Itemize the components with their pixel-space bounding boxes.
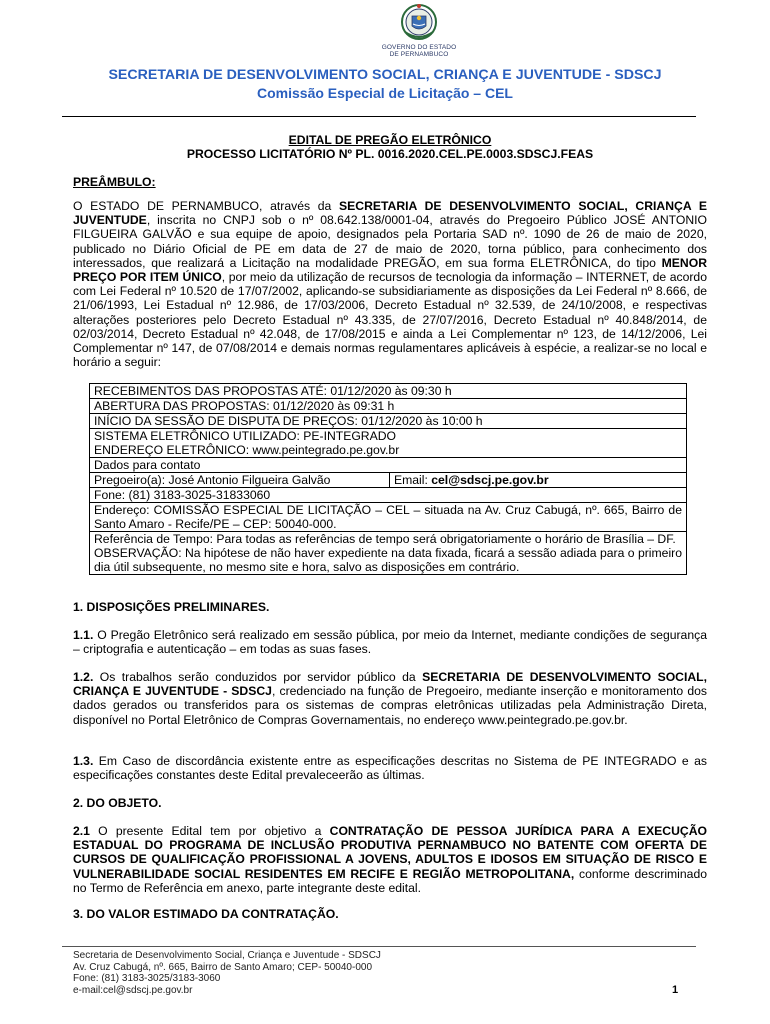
section-1-3: 1.3. Em Caso de discordância existente entre as especificações descritas no Sistema de PE INTEGRADO e as especificações constantes deste Edital prevaleceerão as últimas. xyxy=(73,754,707,783)
header-subtitle: Comissão Especial de Licitação – CEL xyxy=(257,85,513,101)
preamble-heading: PREÂMBULO: xyxy=(73,175,156,189)
section-1-1: 1.1. O Pregão Eletrônico será realizado em sessão pública, por meio da Internet, mediante condições de segurança – criptografia e autenticação – em todas as suas fases. xyxy=(73,628,707,657)
row-pregoeiro xyxy=(90,473,686,488)
footer-line-2: Av. Cruz Cabugá, nº. 665, Bairro de Santo Amaro; CEP- 50040-000 xyxy=(73,961,373,973)
email-cell: Email: cel@sdscj.pe.gov.br xyxy=(394,473,549,487)
preamble-paragraph: O ESTADO DE PERNAMBUCO, através da SECRETARIA DE DESENVOLVIMENTO SOCIAL, CRIANÇA E JUVENTUDE, inscrita no CNPJ sob o nº 08.642.138/0001-04, através do Pregoeiro Público JOSÉ ANTONIO FILGUEIRA GALVÃO e sua equipe de apoio, designados pela Portaria SAD nº. 1090 de 26 de maio de 2020, publicado no Diário Oficial de PE em data de 27 de maio de 2020, torna público, para conhecimento dos interessados, que realizará a Licitação na modalidade PREGÃO, em sua forma ELETRÔNICA, do tipo MENOR PREÇO POR ITEM ÚNICO, por meio da utilização de recursos de tecnologia da informação – INTERNET, de acordo com Lei Federal nº 10.520 de 17/07/2002, aplicando-se subsidiariamente as disposições da Lei Federal nº 8.666, de 21/06/1993, Lei Estadual nº 12.986, de 17/03/2006, Decreto Estadual nº 32.539, de 24/10/2008, e respectivas alterações posteriores pelo Decreto Estadual nº 43.335, de 27/07/2016, Decreto Estadual nº 40.848/2014, de 02/03/2014, Decreto Estadual nº 42.048, de 17/08/2015 e ainda a Lei Complementar nº 123, de 14/12/2006, Lei Complementar nº 147, de 07/08/2014 e demais normas regulamentares aplicáveis à espécie, a realizar-se no local e horário a seguir: xyxy=(73,199,707,370)
pernambuco-coat-of-arms-icon xyxy=(400,2,438,44)
logo-line-1: GOVERNO DO ESTADO xyxy=(381,44,457,51)
section-1-heading: 1. DISPOSIÇÕES PRELIMINARES. xyxy=(73,600,270,614)
email-link[interactable]: cel@sdscj.pe.gov.br xyxy=(431,473,549,487)
row-abertura: ABERTURA DAS PROPOSTAS: 01/12/2020 às 09:31 h xyxy=(90,399,686,414)
section-2-1: 2.1 O presente Edital tem por objetivo a CONTRATAÇÃO DE PESSOA JURÍDICA PARA A EXECUÇÃO ESTADUAL DO PROGRAMA DE INCLUSÃO PRODUTIVA PERNAMBUCO NO BATENTE COM OFERTA DE CURSOS DE QUALIFICAÇÃO PROFISSIONAL A JOVENS, ADULTOS E IDOSOS EM SITUAÇÃO DE RISCO E VULNERABILIDADE SOCIAL RESIDENTES EM RECIFE E REGIÃO METROPOLITANA, conforme descriminado no Termo de Referência em anexo, parte integrante deste edital. xyxy=(73,824,707,895)
doc-title: EDITAL DE PREGÃO ELETRÔNICO xyxy=(288,133,492,147)
section-1-2: 1.2. Os trabalhos serão conduzidos por servidor público da SECRETARIA DE DESENVOLVIMENTO SOCIAL, CRIANÇA E JUVENTUDE - SDSCJ, credenciado na função de Pregoeiro, mediante inserção e monitoramento dos dados gerados ou transferidos para os sistemas de compras eletrônicas utilizadas pela Administração Direta, disponível no Portal Eletrônico de Compras Governamentais, no endereço www.peintegrado.pe.gov.br. xyxy=(73,670,708,727)
logo-line-2: DE PERNAMBUCO xyxy=(389,51,449,58)
section-2-heading: 2. DO OBJETO. xyxy=(73,796,162,810)
footer-divider xyxy=(62,946,696,947)
referencia-text: Referência de Tempo: Para todas as referências de tempo será obrigatoriamente o horário de Brasília – DF. xyxy=(94,532,676,546)
footer-line-1: Secretaria de Desenvolvimento Social, Criança e Juventude - SDSCJ xyxy=(73,950,381,961)
row-endereco: Endereço: COMISSÃO ESPECIAL DE LICITAÇÃO – CEL – situada na Av. Cruz Cabugá, nº. 665, Bairro de Santo Amaro - Recife/PE – CEP: 50040-000. xyxy=(90,503,686,532)
header-divider xyxy=(62,116,696,117)
endereco-eletronico-text: ENDEREÇO ELETRÔNICO: www.peintegrado.pe.gov.br xyxy=(94,443,400,457)
page-footer xyxy=(73,950,693,996)
row-dados-contato: Dados para contato xyxy=(90,458,686,473)
page-number: 1 xyxy=(672,984,679,996)
row-recebimentos: RECEBIMENTOS DAS PROPOSTAS ATÉ: 01/12/2020 às 09:30 h xyxy=(90,384,686,399)
observacao-text: OBSERVAÇÃO: Na hipótese de não haver expediente na data fixada, ficará a sessão adiada para o primeiro dia útil subsequente, no mesmo site e hora, salvo as disposições em contrário. xyxy=(94,546,682,574)
footer-line-3: Fone: (81) 3183-3025/3183-3060 xyxy=(73,973,221,984)
row-fone: Fone: (81) 3183-3025-31833060 xyxy=(90,488,686,503)
government-logo xyxy=(381,2,457,58)
row-referencia xyxy=(90,532,686,574)
row-sistema xyxy=(90,429,686,458)
header-title: SECRETARIA DE DESENVOLVIMENTO SOCIAL, CRIANÇA E JUVENTUDE - SDSCJ xyxy=(108,67,662,83)
sistema-text: SISTEMA ELETRÔNICO UTILIZADO: PE-INTEGRADO xyxy=(94,429,397,443)
pregoeiro-cell: Pregoeiro(a): José Antonio Filgueira Galvão xyxy=(90,473,390,487)
doc-process-number: PROCESSO LICITATÓRIO Nº PL. 0016.2020.CEL.PE.0003.SDSCJ.FEAS xyxy=(186,147,594,161)
section-3-heading: 3. DO VALOR ESTIMADO DA CONTRATAÇÃO. xyxy=(73,907,339,921)
schedule-info-table xyxy=(89,383,687,575)
footer-line-4: e-mail:cel@sdscj.pe.gov.br xyxy=(73,984,193,996)
row-inicio: INÍCIO DA SESSÃO DE DISPUTA DE PREÇOS: 01/12/2020 às 10:00 h xyxy=(90,414,686,429)
